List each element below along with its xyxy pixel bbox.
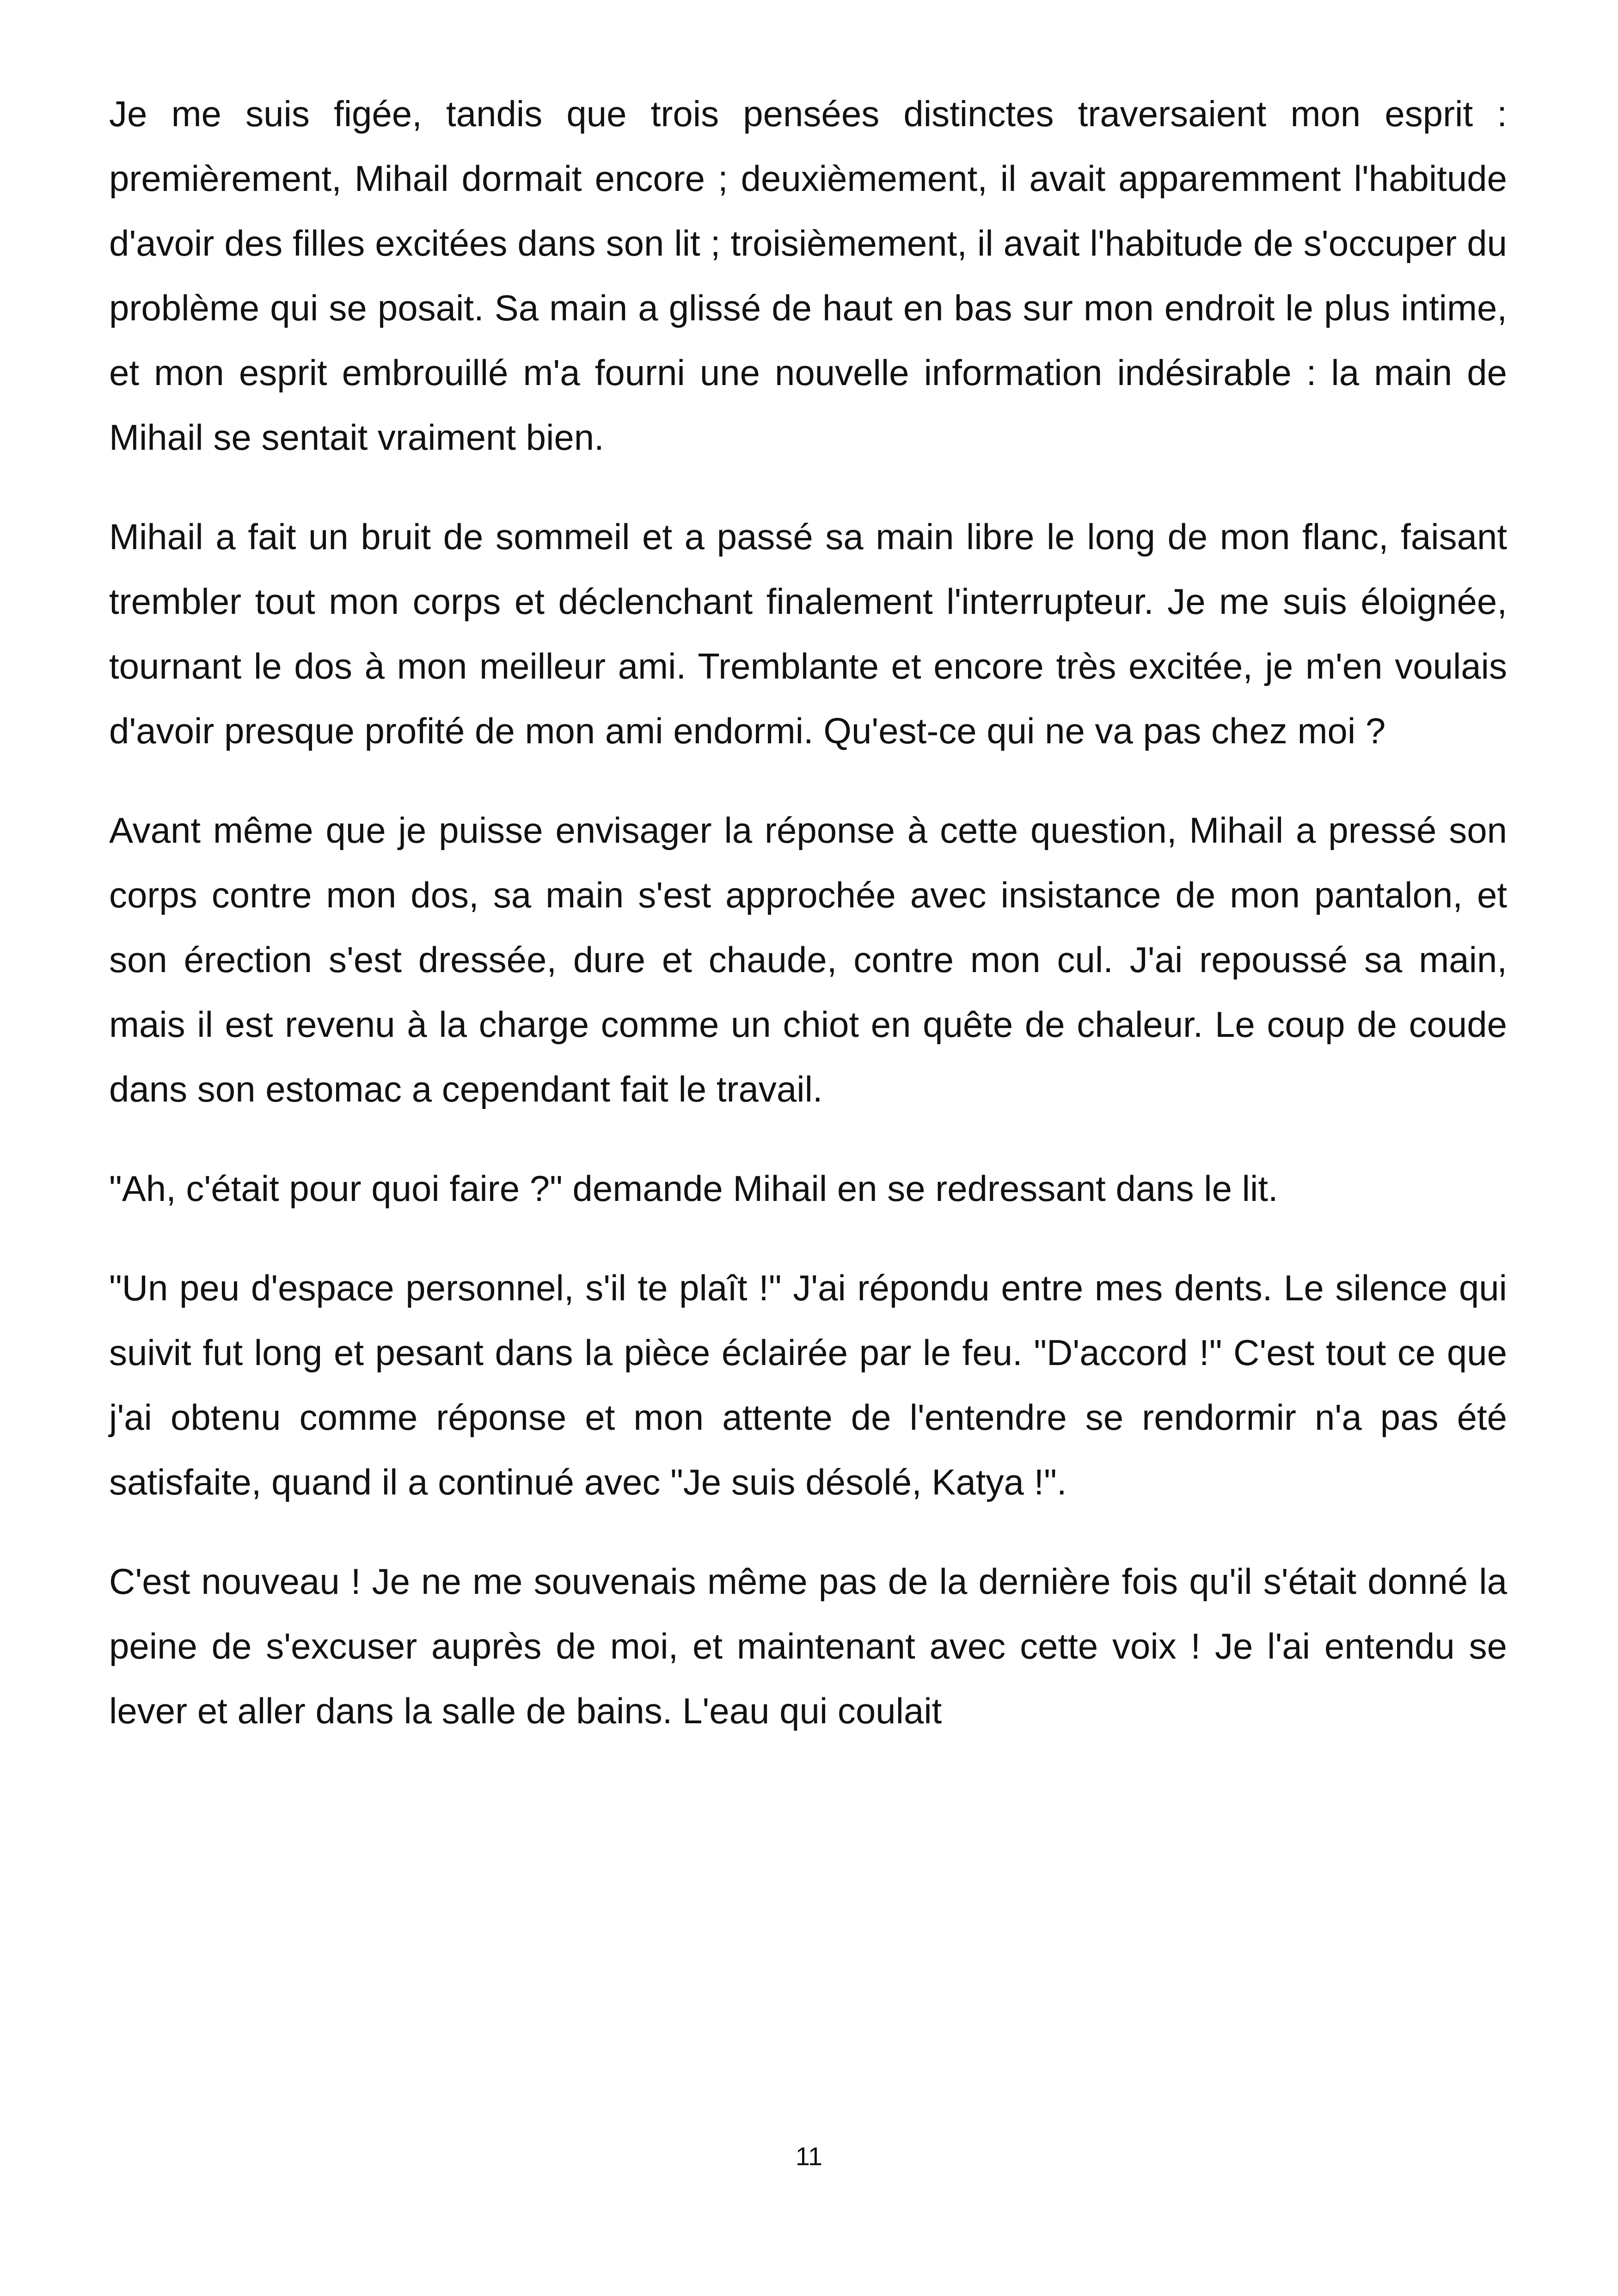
paragraph-4: "Ah, c'était pour quoi faire ?" demande Mihail en se redressant dans le lit. — [109, 1168, 1278, 1209]
paragraph-2: Mihail a fait un bruit de sommeil et a passé sa main libre le long de mon flanc, faisant trembler tout mon corps et déclenchant finalement l'interrupteur. Je me suis éloignée, tournant le dos à mon meilleur ami. Tremblante et encore très excitée, je m'en voulais d'avoir presque profité de mon ami endormi. Qu'est-ce qui ne va pas chez moi ? — [109, 516, 1507, 751]
page-number: 11 — [795, 2142, 823, 2171]
paragraph-5: "Un peu d'espace personnel, s'il te plaît !" J'ai répondu entre mes dents. Le silence qui suivit fut long et pesant dans la pièce éclairée par le feu. "D'accord !" C'est tout ce que j'ai obtenu comme réponse et mon attente de l'entendre se rendormir n'a pas été satisfaite, quand il a continué avec "Je suis désolé, Katya !". — [109, 1267, 1507, 1502]
body-text — [109, 81, 1507, 1778]
paragraph-6: C'est nouveau ! Je ne me souvenais même pas de la dernière fois qu'il s'était donné la peine de s'excuser auprès de moi, et maintenant avec cette voix ! Je l'ai entendu se lever et aller dans la salle de bains. L'eau qui coulait — [109, 1561, 1507, 1731]
paragraph-3: Avant même que je puisse envisager la réponse à cette question, Mihail a pressé son corps contre mon dos, sa main s'est approchée avec insistance de mon pantalon, et son érection s'est dressée, dure et chaude, contre mon cul. J'ai repoussé sa main, mais il est revenu à la charge comme un chiot en quête de chaleur. Le coup de coude dans son estomac a cependant fait le travail. — [109, 810, 1507, 1109]
paragraph-1: Je me suis figée, tandis que trois pensées distinctes traversaient mon esprit : premièrement, Mihail dormait encore ; deuxièmement, il avait apparemment l'habitude d'avoir des filles excitées dans son lit ; troisièmement, il avait l'habitude de s'occuper du problème qui se posait. Sa main a glissé de haut en bas sur mon endroit le plus intime, et mon esprit embrouillé m'a fourni une nouvelle information indésirable : la main de Mihail se sentait vraiment bien. — [109, 93, 1507, 458]
